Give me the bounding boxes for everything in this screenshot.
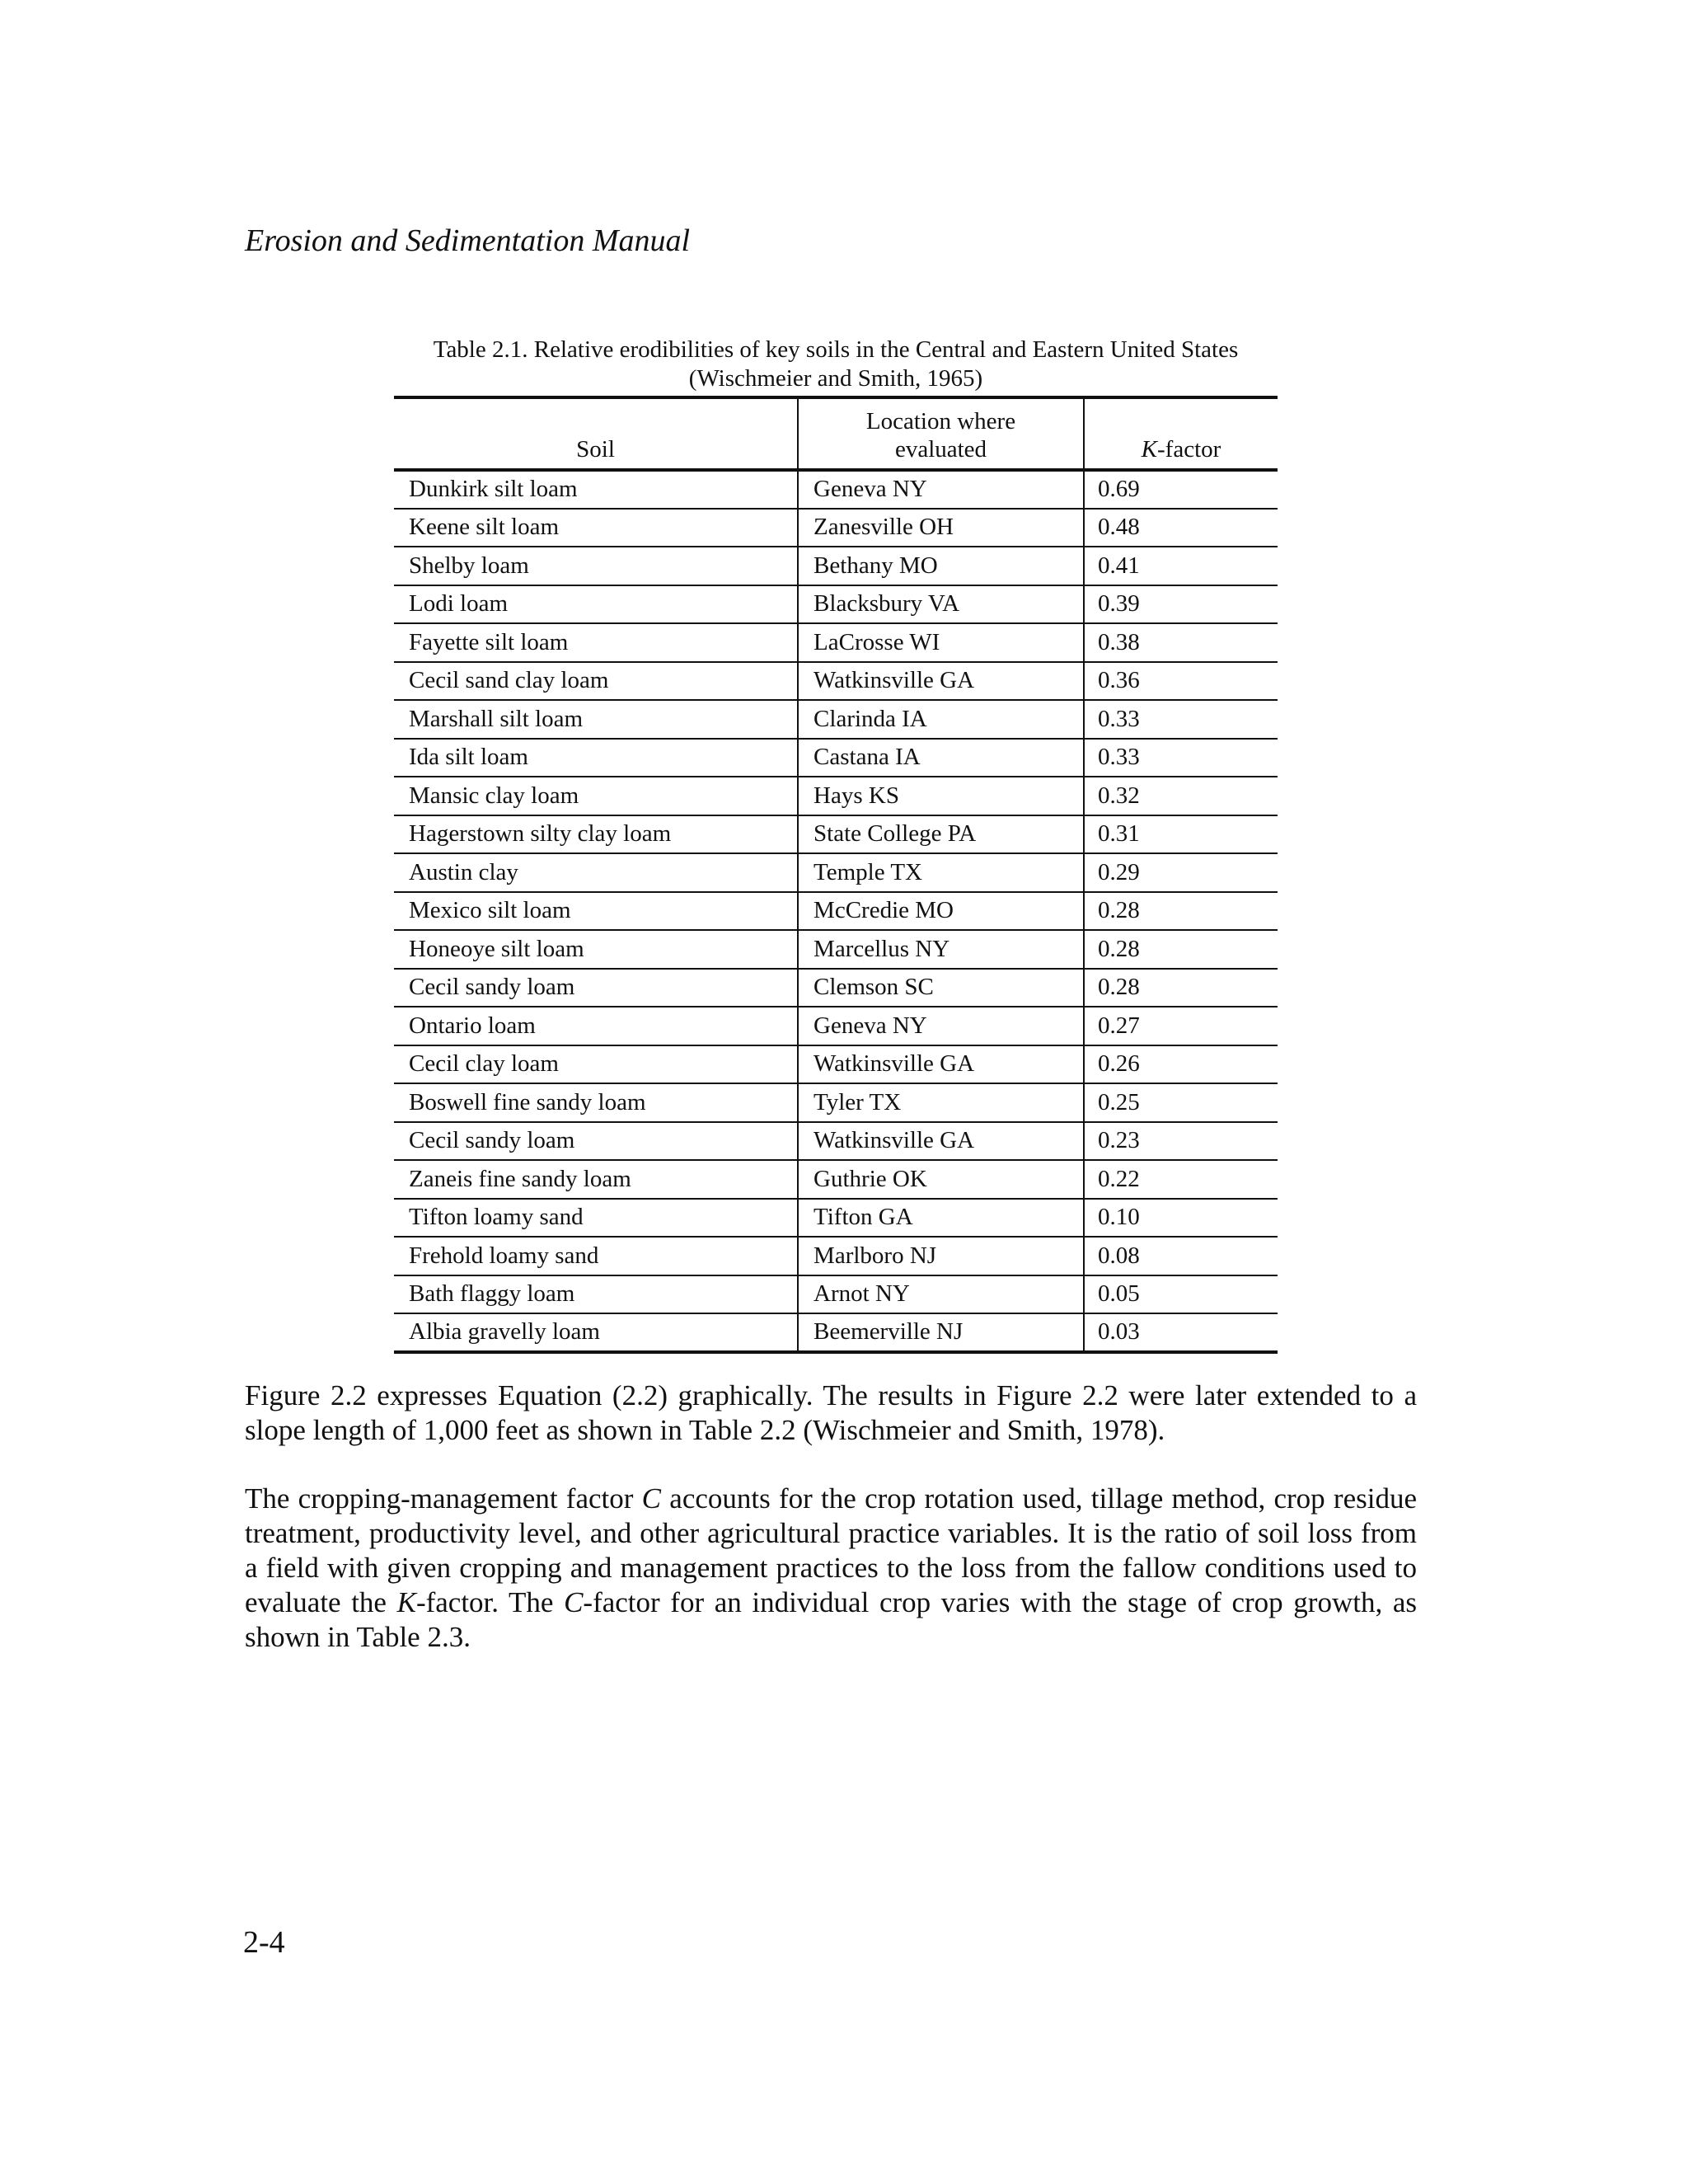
cell-k-factor: 0.28 — [1097, 935, 1140, 962]
column-header-location-line1: Location where — [865, 408, 1016, 434]
cell-k-factor: 0.28 — [1097, 974, 1140, 1001]
cell-k-factor: 0.32 — [1097, 782, 1140, 809]
cell-location: Marcellus NY — [798, 930, 1084, 969]
cell-soil: Honeoye silt loam — [409, 935, 584, 962]
cell-soil: Frehold loamy sand — [409, 1242, 599, 1269]
table-caption — [394, 336, 1278, 393]
cell-k-factor: 0.08 — [1097, 1242, 1140, 1269]
p2-text-3: -factor. The — [415, 1586, 565, 1618]
cell-location: Bethany MO — [798, 547, 1084, 585]
k-symbol: K — [1141, 436, 1158, 463]
cell-soil: Dunkirk silt loam — [409, 476, 578, 503]
cell-k-factor: 0.48 — [1097, 514, 1140, 541]
cell-k-factor: 0.27 — [1097, 1012, 1140, 1039]
table-caption-line1: Table 2.1. Relative erodibilities of key soils in the Central and Eastern United States — [433, 336, 1239, 363]
cell-k-factor: 0.25 — [1097, 1088, 1140, 1115]
cell-soil: Bath flaggy loam — [409, 1280, 575, 1308]
cell-soil: Mansic clay loam — [409, 782, 579, 809]
running-header: Erosion and Sedimentation Manual — [245, 223, 691, 258]
p2-c-symbol-2: C — [564, 1586, 584, 1618]
cell-location: Clarinda IA — [798, 700, 1084, 739]
cell-soil: Boswell fine sandy loam — [409, 1088, 646, 1115]
cell-location: Zanesville OH — [798, 509, 1084, 547]
cell-soil: Fayette silt loam — [409, 628, 569, 655]
cell-k-factor: 0.36 — [1097, 667, 1140, 694]
cell-soil: Cecil sand clay loam — [409, 667, 609, 694]
cell-soil: Mexico silt loam — [409, 897, 571, 924]
cell-k-factor: 0.33 — [1097, 744, 1140, 771]
table-row — [394, 739, 1278, 777]
cell-k-factor: 0.26 — [1097, 1050, 1140, 1078]
table-body — [394, 470, 1278, 1352]
table-row — [394, 1237, 1278, 1275]
cell-soil: Ida silt loam — [409, 744, 528, 771]
cell-k-factor: 0.39 — [1097, 590, 1140, 618]
table-row — [394, 1313, 1278, 1352]
cell-soil: Austin clay — [409, 858, 518, 885]
column-header-location-line2: evaluated — [894, 436, 987, 463]
table-row — [394, 1045, 1278, 1084]
cell-k-factor: 0.69 — [1097, 476, 1140, 503]
table-row — [394, 1160, 1278, 1199]
cell-location: Watkinsville GA — [798, 1122, 1084, 1161]
cell-soil: Hagerstown silty clay loam — [409, 820, 672, 848]
cell-location: Watkinsville GA — [798, 1045, 1084, 1084]
table-row — [394, 623, 1278, 662]
cell-location: Geneva NY — [798, 470, 1084, 509]
table-row — [394, 1122, 1278, 1161]
cell-k-factor: 0.03 — [1097, 1318, 1140, 1346]
page-number: 2-4 — [243, 1925, 285, 1960]
cell-location: Hays KS — [798, 777, 1084, 815]
table-row — [394, 815, 1278, 854]
table-caption-line2: (Wischmeier and Smith, 1965) — [688, 365, 983, 392]
table-row — [394, 1275, 1278, 1314]
cell-location: State College PA — [798, 815, 1084, 854]
table-header-row — [394, 397, 1278, 470]
cell-soil: Albia gravelly loam — [409, 1318, 600, 1346]
cell-location: Tyler TX — [798, 1083, 1084, 1122]
p2-text-2: accounts for the crop rotation used, tillage method, crop residue treatment, productivity level, and other agricultural practice variables. It is the ratio of soil loss from a field with given cropping and management practices to the loss from the fallow conditions used to evaluate the — [245, 1482, 1418, 1618]
cell-location: Tifton GA — [798, 1199, 1084, 1238]
p2-text-4: -factor for an individual crop varies with the stage of crop growth, as shown in Table 2.3. — [245, 1586, 1417, 1653]
cell-soil: Cecil sandy loam — [409, 1127, 575, 1154]
table-row — [394, 1199, 1278, 1238]
table-row — [394, 969, 1278, 1007]
cell-soil: Cecil clay loam — [409, 1050, 559, 1078]
cell-soil: Tifton loamy sand — [409, 1204, 584, 1231]
cell-k-factor: 0.28 — [1097, 897, 1140, 924]
cell-soil: Zaneis fine sandy loam — [409, 1165, 631, 1192]
column-header-soil: Soil — [576, 436, 615, 463]
table-row — [394, 930, 1278, 969]
table-row — [394, 1083, 1278, 1122]
cell-location: Watkinsville GA — [798, 662, 1084, 701]
cell-location: LaCrosse WI — [798, 623, 1084, 662]
cell-soil: Shelby loam — [409, 552, 529, 579]
table-row — [394, 777, 1278, 815]
soil-erodibility-table — [394, 396, 1278, 1354]
table-row — [394, 1007, 1278, 1045]
cell-k-factor: 0.10 — [1097, 1204, 1140, 1231]
table-row — [394, 853, 1278, 892]
table-row — [394, 585, 1278, 624]
paragraph-cropping-management — [245, 1482, 1417, 1655]
column-header-k-factor — [1084, 397, 1278, 470]
column-header-location — [798, 397, 1084, 470]
table-row — [394, 470, 1278, 509]
p2-k-symbol: K — [396, 1586, 416, 1618]
cell-soil: Marshall silt loam — [409, 705, 584, 732]
cell-location: Temple TX — [798, 853, 1084, 892]
cell-location: Geneva NY — [798, 1007, 1084, 1045]
cell-location: Marlboro NJ — [798, 1237, 1084, 1275]
cell-location: Arnot NY — [798, 1275, 1084, 1314]
cell-soil: Ontario loam — [409, 1012, 536, 1039]
cell-soil: Cecil sandy loam — [409, 974, 575, 1001]
table-row — [394, 662, 1278, 701]
cell-location: Guthrie OK — [798, 1160, 1084, 1199]
cell-location: McCredie MO — [798, 892, 1084, 931]
cell-location: Clemson SC — [798, 969, 1084, 1007]
cell-k-factor: 0.41 — [1097, 552, 1140, 579]
p2-text-1: The cropping-management factor — [245, 1482, 642, 1515]
k-factor-suffix: -factor — [1157, 436, 1221, 463]
table-row — [394, 892, 1278, 931]
cell-k-factor: 0.33 — [1097, 705, 1140, 732]
table-row — [394, 700, 1278, 739]
table-row — [394, 509, 1278, 547]
cell-soil: Keene silt loam — [409, 514, 560, 541]
p2-c-symbol: C — [641, 1482, 662, 1515]
cell-location: Beemerville NJ — [798, 1313, 1084, 1352]
cell-k-factor: 0.38 — [1097, 628, 1140, 655]
cell-k-factor: 0.31 — [1097, 820, 1140, 848]
cell-soil: Lodi loam — [409, 590, 509, 618]
cell-k-factor: 0.29 — [1097, 858, 1140, 885]
cell-k-factor: 0.23 — [1097, 1127, 1140, 1154]
cell-k-factor: 0.22 — [1097, 1165, 1140, 1192]
cell-k-factor: 0.05 — [1097, 1280, 1140, 1308]
paragraph-figure-reference: Figure 2.2 expresses Equation (2.2) graphically. The results in Figure 2.2 were later extended to a slope length of 1,000 feet as shown in Table 2.2 (Wischmeier and Smith, 1978). — [245, 1379, 1417, 1446]
table-row — [394, 547, 1278, 585]
cell-location: Castana IA — [798, 739, 1084, 777]
cell-location: Blacksbury VA — [798, 585, 1084, 624]
